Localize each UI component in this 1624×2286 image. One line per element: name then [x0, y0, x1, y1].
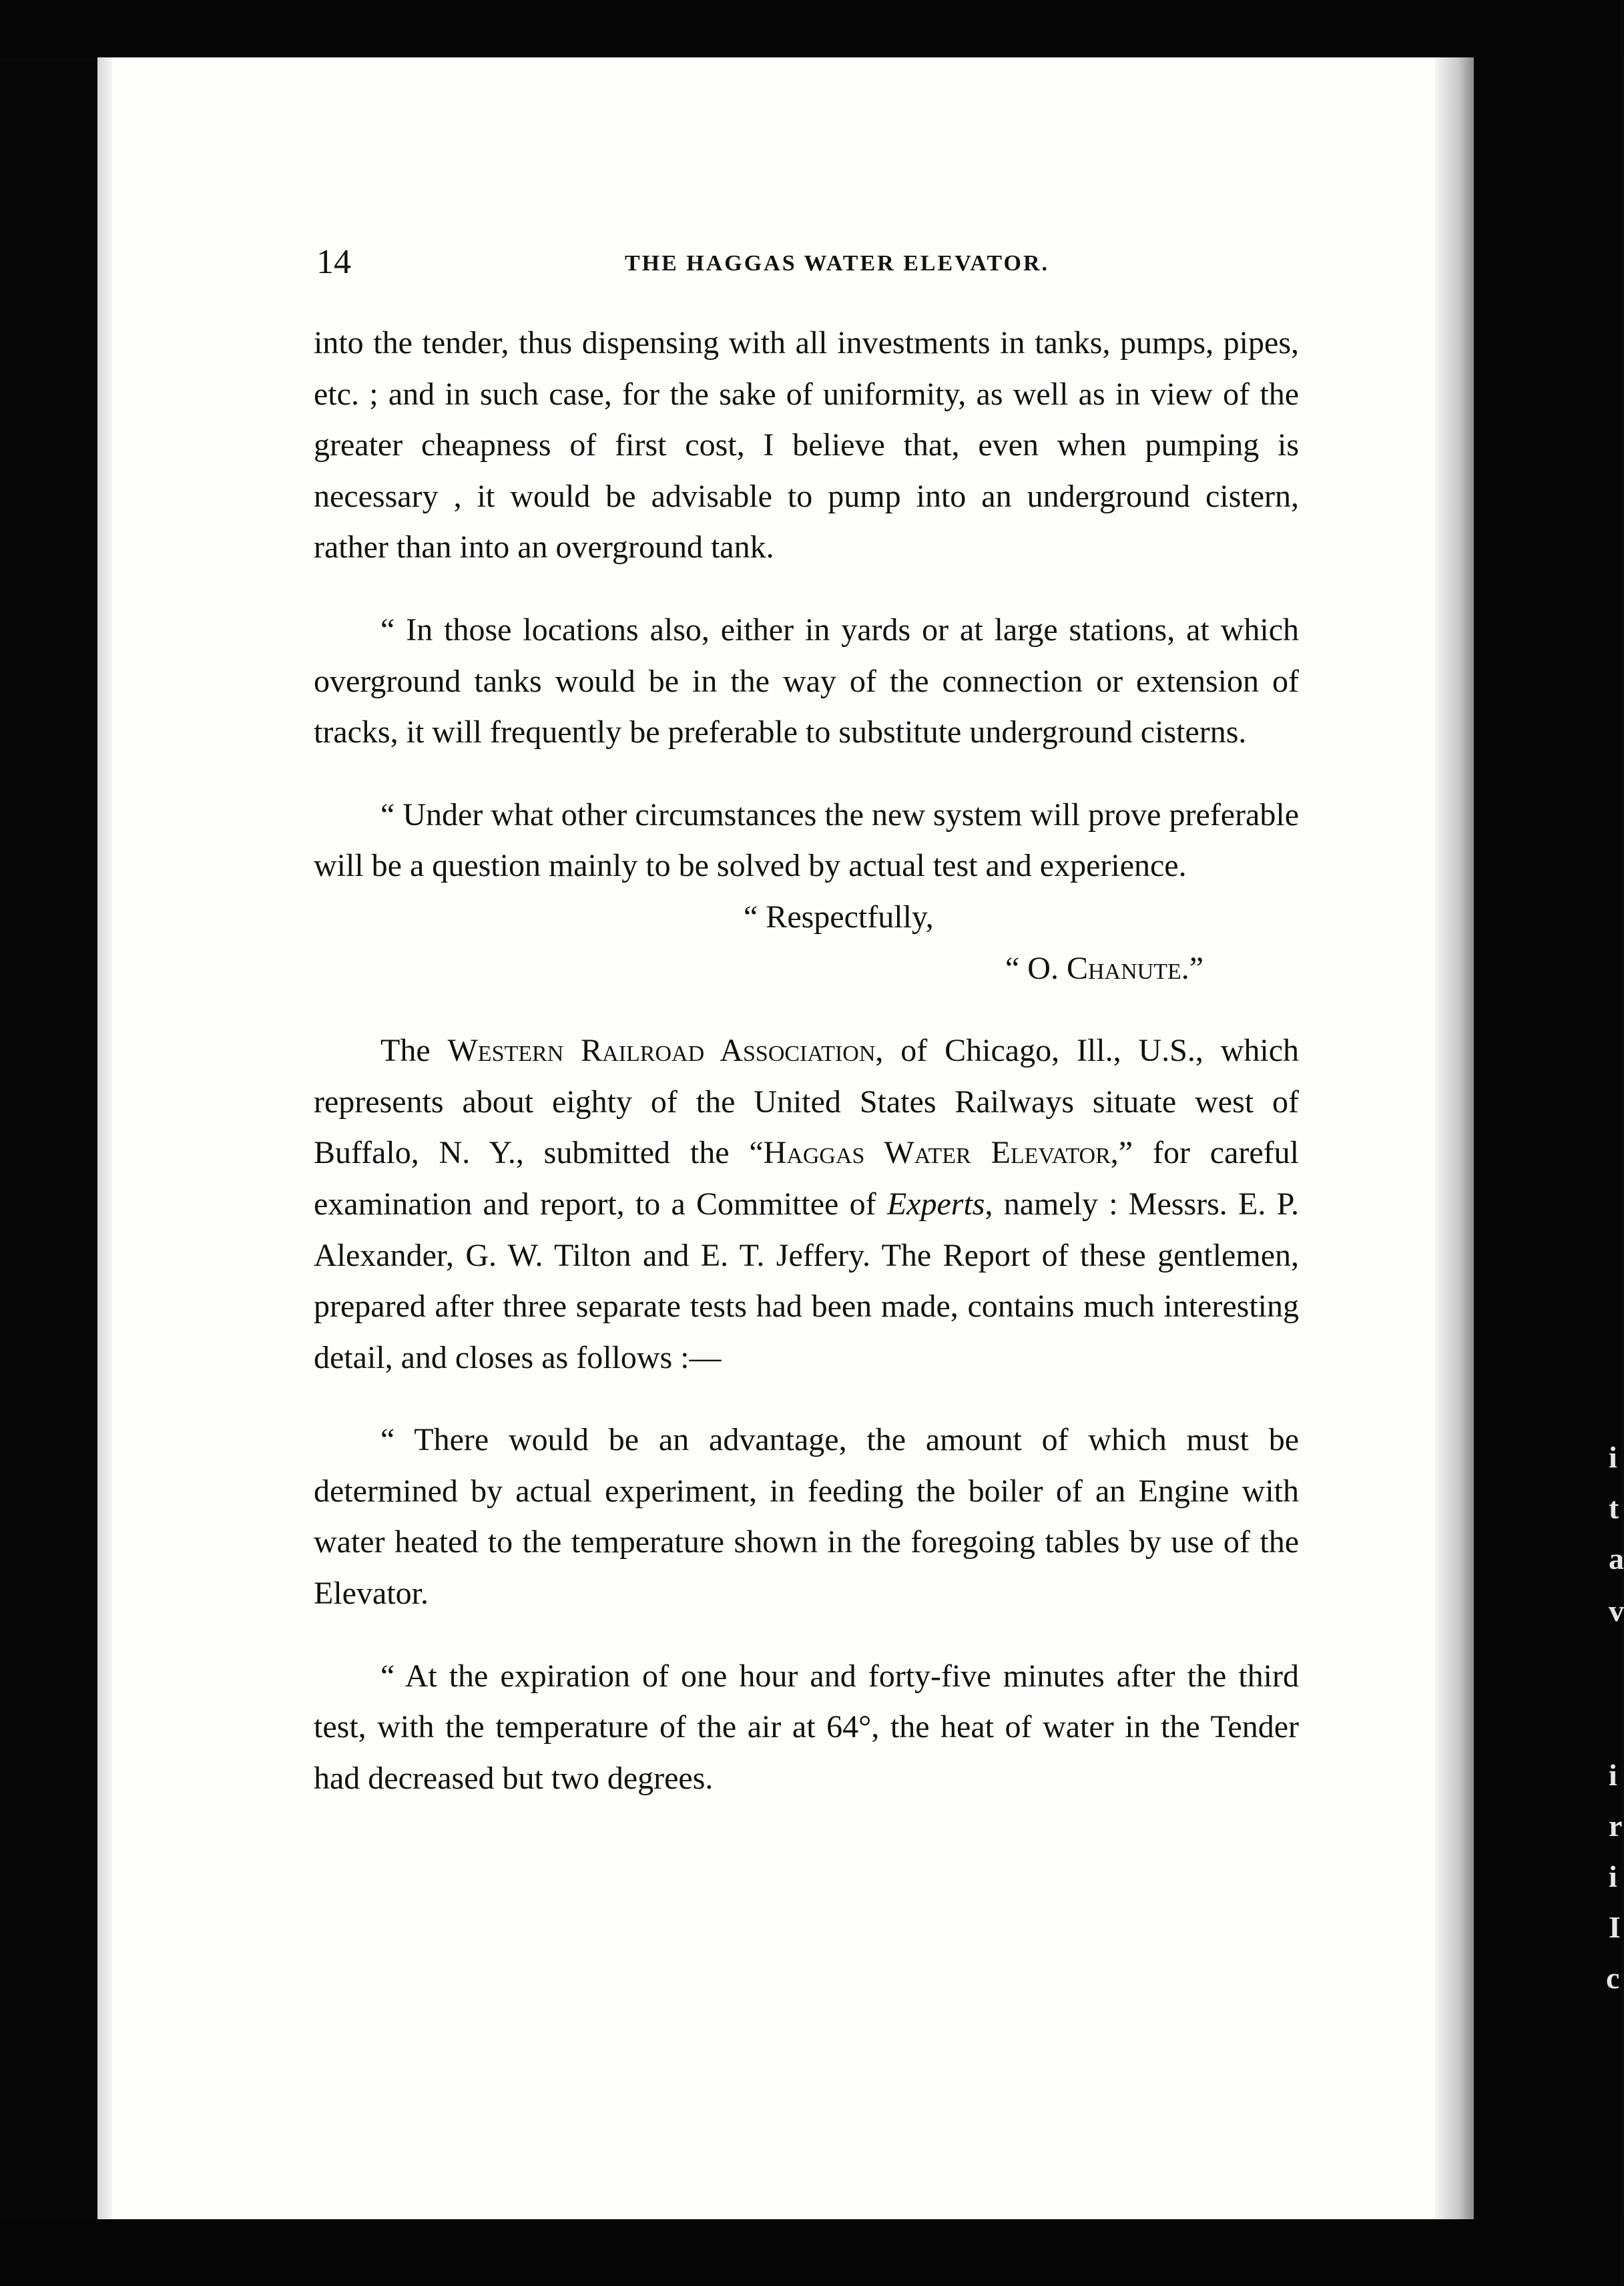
signoff-signature: “ O. Chanute.”: [1005, 950, 1204, 986]
organization-name: Western Railroad Association: [447, 1033, 876, 1069]
device-name: Haggas Water Elevator: [763, 1135, 1111, 1171]
page-body: [314, 318, 1299, 1804]
paragraph-circumstances: “ Under what other circumstances the new system will prove preferable will be a question mainly to be solved by actual test and experience.: [314, 796, 1299, 884]
margin-fragment: i: [1609, 1859, 1617, 1893]
margin-fragment: I: [1609, 1910, 1621, 1944]
signoff-respectfully: “ Respectfully,: [744, 899, 934, 935]
text-run: The: [380, 1033, 448, 1069]
text-run: , namely : Messrs. E. P. Alexander, G. W. Tilton and E. T. Jeffery. The Report of these gentlemen, prepared after three separate tests had been made, contains much interesting detail, and closes as follows :—: [314, 1186, 1299, 1375]
margin-fragment: r: [1609, 1809, 1623, 1843]
scan-border-right: [1474, 57, 1621, 2286]
page-header: [316, 239, 1298, 286]
paragraph-continued: into the tender, thus dispensing with all investments in tanks, pumps, pipes, etc. ; and in such case, for the sake of uniformity, as well as in view of the greater cheapness of first cost, I believe that, even when pumping is necessary , it would be advisable to pump into an underground cistern, rather than into an overground tank.: [314, 325, 1299, 565]
paragraph-association: [314, 1025, 1299, 1383]
paragraph-locations: “ In those locations also, either in yards or at large stations, at which overground tanks would be in the way of the connection or extension of tracks, it will frequently be preferable to substitute underground cisterns.: [314, 612, 1299, 750]
margin-fragment: v: [1609, 1594, 1624, 1628]
experts-emphasis: Experts: [886, 1186, 985, 1222]
scan-border-left: [0, 57, 97, 2219]
text-run: , of Chicago, Ill., U.S., which represents about eighty of the United States Railways situate west of Buffalo, N. Y., submitted the “: [314, 1033, 1300, 1171]
scan-border-bottom: [0, 2219, 1621, 2286]
margin-fragment: a: [1609, 1542, 1624, 1576]
margin-fragment: c: [1606, 1961, 1620, 1995]
text-run: ,” for careful examination and report, to a Committee of: [314, 1135, 1299, 1222]
paragraph-expiration: “ At the expiration of one hour and forty-five minutes after the third test, with the temperature of the air at 64°, the heat of water in the Tender had decreased but two degrees.: [314, 1658, 1299, 1796]
page-number: 14: [316, 243, 351, 281]
scan-border-top: [0, 0, 1621, 57]
paragraph-advantage: “ There would be an advantage, the amount of which must be determined by actual experiment, in feeding the boiler of an Engine with water heated to the temperature shown in the foregoing tables by use of the Elevator.: [314, 1422, 1299, 1612]
margin-fragment: i: [1609, 1440, 1617, 1474]
page-gutter-left: [97, 57, 112, 2219]
margin-fragment: i: [1609, 1758, 1617, 1792]
margin-fragment: t: [1609, 1491, 1619, 1525]
page-edge-right: [1435, 57, 1474, 2219]
running-head: THE HAGGAS WATER ELEVATOR.: [624, 251, 1049, 276]
